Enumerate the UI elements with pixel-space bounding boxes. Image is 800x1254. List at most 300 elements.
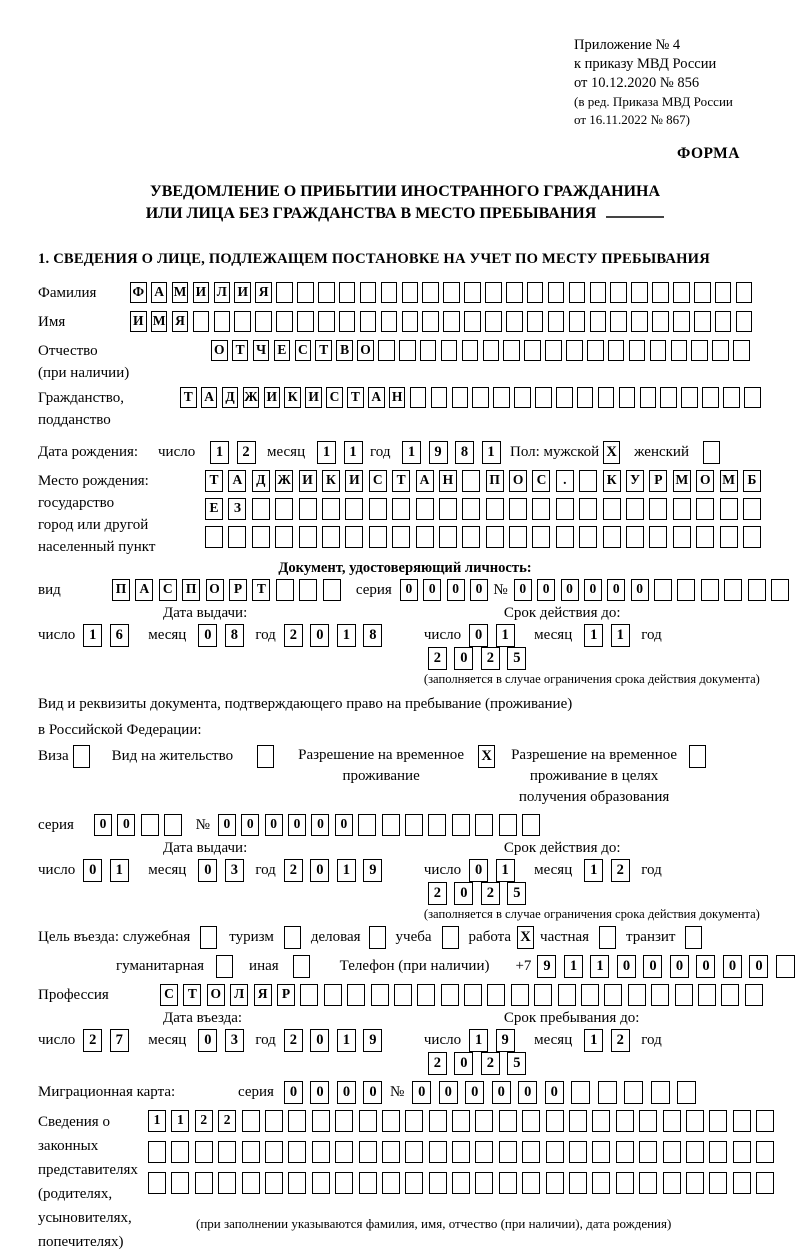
char-cell [660,387,677,408]
char-cell [709,1172,727,1194]
id-kind-cells [112,579,346,601]
month-label: месяц [148,627,187,643]
char-cell: 1 [590,955,609,978]
char-cell [242,1141,260,1163]
char-cell: А [228,470,246,492]
field-row-id-doc [38,579,772,601]
birthplace-cell-rows [205,470,766,548]
char-cell: Ч [253,340,270,361]
char-cell [673,526,691,548]
valid-until-label: Срок действия до: [503,605,621,621]
permit-dates-row [38,840,772,922]
char-cell [394,984,412,1006]
visa-checkbox [73,745,90,768]
sex-male-label: Пол: мужской [510,444,600,460]
char-cell [651,1081,670,1104]
number-label: № [389,1084,405,1100]
char-cell: 8 [225,624,244,647]
char-cell: П [112,579,130,601]
name-label: Имя [38,314,66,330]
char-cell: З [228,498,246,520]
char-cell [506,311,523,332]
char-cell [360,311,377,332]
char-cell [694,282,711,303]
char-cell [691,340,708,361]
id-valid-line [424,624,772,670]
char-cell: 1 [171,1110,189,1132]
char-cell [685,926,702,949]
char-cell [485,311,502,332]
kind-label: вид [38,582,61,598]
char-cell: 2 [428,882,447,905]
char-cell: О [696,470,714,492]
char-cell [193,311,210,332]
char-cell [265,1141,283,1163]
id-valid-year-cells [428,647,534,664]
char-cell [546,1172,564,1194]
char-cell: 9 [496,1029,515,1052]
day-label: число [423,1032,462,1048]
visa-label: Виза [38,748,69,764]
number-label: № [493,582,508,598]
char-cell: П [182,579,200,601]
char-cell [475,1172,493,1194]
char-cell [429,1141,447,1163]
char-cell [522,814,540,836]
patronymic-cells [211,340,754,361]
char-cell [487,984,505,1006]
entry-date-group [38,1010,424,1052]
char-cell [439,498,457,520]
char-cell [709,1141,727,1163]
number-label: № [195,817,210,833]
mig-series-cells [284,1081,390,1104]
char-cell: Я [255,282,272,303]
char-cell: 0 [465,1081,484,1104]
char-cell [628,984,646,1006]
char-cell [663,1141,681,1163]
char-cell [299,579,317,601]
char-cell [452,387,469,408]
id-issue-line [38,624,424,647]
series-label: серия [238,1084,274,1100]
issue-date-label: Дата выдачи: [163,605,248,621]
month-label: месяц [534,627,573,643]
char-cell [452,1141,470,1163]
char-cell [733,1110,751,1132]
char-cell [677,1081,696,1104]
char-cell: 9 [363,859,382,882]
char-cell [503,340,520,361]
sex-female-label: женский [634,444,689,460]
entry-year-cells [284,1031,390,1048]
char-cell [323,579,341,601]
char-cell: 0 [310,624,329,647]
char-cell [228,526,246,548]
char-cell: 1 [337,1029,356,1052]
char-cell [335,1141,353,1163]
valid-note: (заполняется в случае ограничения срока действия документа) [423,907,760,921]
char-cell [205,526,223,548]
field-row-migration-card [38,1081,772,1104]
char-cell: Я [254,984,272,1006]
title-line1: УВЕДОМЛЕНИЕ О ПРИБЫТИИ ИНОСТРАННОГО ГРАЖДАНИНА [149,183,661,200]
char-cell [598,1081,617,1104]
char-cell: 1 [344,441,363,464]
char-cell [577,387,594,408]
char-cell [506,282,523,303]
surname-label: Фамилия [38,285,97,301]
char-cell [339,311,356,332]
char-cell [499,814,517,836]
char-cell: Я [172,311,189,332]
char-cell [312,1141,330,1163]
char-cell [422,311,439,332]
char-cell: А [201,387,218,408]
birthplace-label: Место рождения: государство город или другой населенный пункт [38,473,156,555]
char-cell [252,526,270,548]
year-label: год [641,862,662,878]
char-cell: 0 [218,814,236,836]
permit-issue-line [38,859,424,882]
char-cell [619,387,636,408]
phone-label: Телефон (при наличии) [339,958,490,974]
char-cell: С [326,387,343,408]
citizenship-label: Гражданство, подданство [38,390,125,428]
char-cell [579,498,597,520]
temp-permit-edu-checkbox [689,745,706,768]
char-cell [610,282,627,303]
char-cell: Ж [275,470,293,492]
char-cell [276,311,293,332]
char-cell [416,526,434,548]
char-cell [73,745,90,768]
char-cell: 2 [284,624,303,647]
annex-note: (в ред. Приказа МВД России [574,94,733,109]
day-label: число [38,627,76,643]
char-cell [252,498,270,520]
char-cell [652,311,669,332]
char-cell: Т [180,387,197,408]
sex-male-checkbox [603,441,620,464]
char-cell: 8 [363,624,382,647]
entry-date-line [38,1029,424,1052]
char-cell: 0 [723,955,742,978]
char-cell [462,340,479,361]
issue-date-label: Дата выдачи: [163,840,248,856]
year-label: год [255,627,276,643]
char-cell [464,311,481,332]
char-cell [624,1081,643,1104]
char-cell [535,387,552,408]
char-cell: А [416,470,434,492]
char-cell: У [626,470,644,492]
legal-row3 [148,1172,780,1194]
char-cell [345,498,363,520]
purpose-work-checkbox [517,926,534,949]
series-label: серия [355,582,392,598]
char-cell [527,282,544,303]
char-cell [234,311,251,332]
char-cell: 0 [198,1029,217,1052]
char-cell [698,984,716,1006]
char-cell [318,311,335,332]
birthplace-row3 [205,526,766,548]
char-cell [581,984,599,1006]
char-cell [499,1110,517,1132]
char-cell: X [517,926,534,949]
migration-card-label: Миграционная карта: [38,1084,176,1100]
char-cell: 1 [496,859,515,882]
title-line2: ИЛИ ЛИЦА БЕЗ ГРАЖДАНСТВА В МЕСТО ПРЕБЫВАНИЯ [38,203,772,225]
char-cell [472,387,489,408]
char-cell: 2 [284,859,303,882]
id-issue-day-cells [83,626,136,643]
char-cell [369,498,387,520]
purpose-work-label: работа [468,929,512,945]
char-cell [339,282,356,303]
char-cell: X [478,745,495,768]
char-cell [443,311,460,332]
char-cell: 0 [284,1081,303,1104]
char-cell [736,311,753,332]
id-series-cells [400,579,494,601]
char-cell [756,1110,774,1132]
char-cell: 1 [148,1110,166,1132]
char-cell [284,926,301,949]
char-cell [511,984,529,1006]
char-cell: 0 [83,859,102,882]
char-cell [743,498,761,520]
char-cell: 2 [83,1029,102,1052]
char-cell: 0 [363,1081,382,1104]
stay-until-group [424,1010,772,1075]
char-cell: Т [392,470,410,492]
char-cell: 1 [337,859,356,882]
permit-issue-day-cells [83,861,136,878]
char-cell [276,282,293,303]
purpose-business-label: деловая [310,929,361,945]
char-cell: 1 [317,441,336,464]
char-cell [548,282,565,303]
field-row-birthplace [38,470,772,558]
id-issue-month-cells [198,626,251,643]
char-cell [171,1172,189,1194]
right-doc-line1: Вид и реквизиты документа, подтверждающего право на пребывание (проживание) [38,696,573,712]
char-cell [524,340,541,361]
month-label: месяц [534,862,573,878]
stay-year-cells [428,1052,534,1069]
permit-valid-year-cells [428,882,534,899]
char-cell: И [264,387,281,408]
month-label: месяц [267,444,306,460]
field-row-birthdate [38,441,772,464]
char-cell [499,1172,517,1194]
char-cell [771,579,789,601]
entry-day-cells [83,1031,136,1048]
char-cell: М [673,470,691,492]
char-cell [322,526,340,548]
citizenship-cells [180,387,765,408]
char-cell [452,1110,470,1132]
char-cell: И [234,282,251,303]
char-cell: 0 [288,814,306,836]
char-cell [631,311,648,332]
char-cell [626,526,644,548]
char-cell: 0 [631,579,649,601]
char-cell [475,814,493,836]
char-cell: 0 [670,955,689,978]
profession-cells [160,984,768,1006]
char-cell [654,579,672,601]
char-cell [579,526,597,548]
char-cell: 2 [237,441,256,464]
char-cell: 0 [94,814,112,836]
char-cell [216,955,233,978]
char-cell: 0 [545,1081,564,1104]
char-cell [603,498,621,520]
char-cell [297,311,314,332]
char-cell: 2 [428,647,447,670]
char-cell [378,340,395,361]
char-cell [493,387,510,408]
purpose-transit-checkbox [685,926,702,949]
char-cell: Д [222,387,239,408]
char-cell: 0 [423,579,441,601]
char-cell: О [207,984,225,1006]
char-cell [439,526,457,548]
legal-representatives-label: Сведения о законных представителях (родителях, усыновителях, попечителях) [38,1114,138,1250]
char-cell [462,498,480,520]
char-cell: М [151,311,168,332]
char-cell [464,984,482,1006]
char-cell [546,1141,564,1163]
char-cell [610,311,627,332]
char-cell [712,340,729,361]
char-cell [405,1172,423,1194]
char-cell: 0 [537,579,555,601]
char-cell: 9 [537,955,556,978]
char-cell [696,498,714,520]
year-label: год [641,627,662,643]
char-cell: 2 [481,1052,500,1075]
char-cell: 2 [284,1029,303,1052]
char-cell: 0 [337,1081,356,1104]
char-cell [532,526,550,548]
char-cell: Т [252,579,270,601]
char-cell [218,1141,236,1163]
char-cell [592,1141,610,1163]
char-cell [428,814,446,836]
permit-valid-group [424,840,772,922]
birthplace-row1 [205,470,766,492]
day-label: число [158,444,196,460]
field-row-citizenship [38,387,772,431]
char-cell [723,387,740,408]
char-cell [522,1172,540,1194]
char-cell [639,1110,657,1132]
char-cell: И [299,470,317,492]
char-cell: 2 [428,1052,447,1075]
purpose-row2 [38,955,772,978]
purpose-transit-label: транзит [626,929,676,945]
char-cell [318,282,335,303]
char-cell [420,340,437,361]
char-cell [745,984,763,1006]
char-cell [369,926,386,949]
char-cell [709,1110,727,1132]
char-cell: Т [232,340,249,361]
purpose-official-checkbox [200,926,217,949]
char-cell: 1 [496,624,515,647]
char-cell [629,340,646,361]
char-cell: К [322,470,340,492]
permit-series-row [38,814,772,836]
char-cell [499,1141,517,1163]
char-cell [360,282,377,303]
char-cell [673,282,690,303]
surname-cells [130,282,757,303]
char-cell: Н [439,470,457,492]
char-cell: М [720,470,738,492]
char-cell: 0 [749,955,768,978]
legal-row2 [148,1141,780,1163]
char-cell [686,1110,704,1132]
profession-label: Профессия [38,987,109,1003]
year-label: год [255,1032,276,1048]
char-cell: С [369,470,387,492]
char-cell: 0 [400,579,418,601]
char-cell: . [556,470,574,492]
char-cell: 0 [469,624,488,647]
right-doc-line2: в Российской Федерации: [38,722,202,738]
char-cell [556,498,574,520]
stay-until-label: Срок пребывания до: [503,1010,640,1026]
char-cell: Т [347,387,364,408]
char-cell [579,470,597,492]
birth-day-cells [210,441,263,464]
char-cell [652,282,669,303]
permit-issue-month-cells [198,861,251,878]
char-cell [441,340,458,361]
char-cell [631,282,648,303]
char-cell: 9 [363,1029,382,1052]
day-label: число [38,1032,76,1048]
char-cell [686,1141,704,1163]
char-cell: А [151,282,168,303]
char-cell [141,814,159,836]
char-cell: 1 [584,1029,603,1052]
char-cell: 9 [429,441,448,464]
char-cell [265,1110,283,1132]
char-cell: 1 [564,955,583,978]
entry-date-label: Дата въезда: [163,1010,243,1026]
char-cell [532,498,550,520]
char-cell [616,1172,634,1194]
char-cell: 0 [454,882,473,905]
char-cell [381,311,398,332]
name-cells [130,311,757,332]
char-cell [681,387,698,408]
char-cell: К [284,387,301,408]
char-cell: С [160,984,178,1006]
purpose-business-checkbox [369,926,386,949]
purpose-tourism-checkbox [284,926,301,949]
char-cell [288,1172,306,1194]
char-cell: И [345,470,363,492]
char-cell [671,340,688,361]
char-cell: 0 [469,859,488,882]
